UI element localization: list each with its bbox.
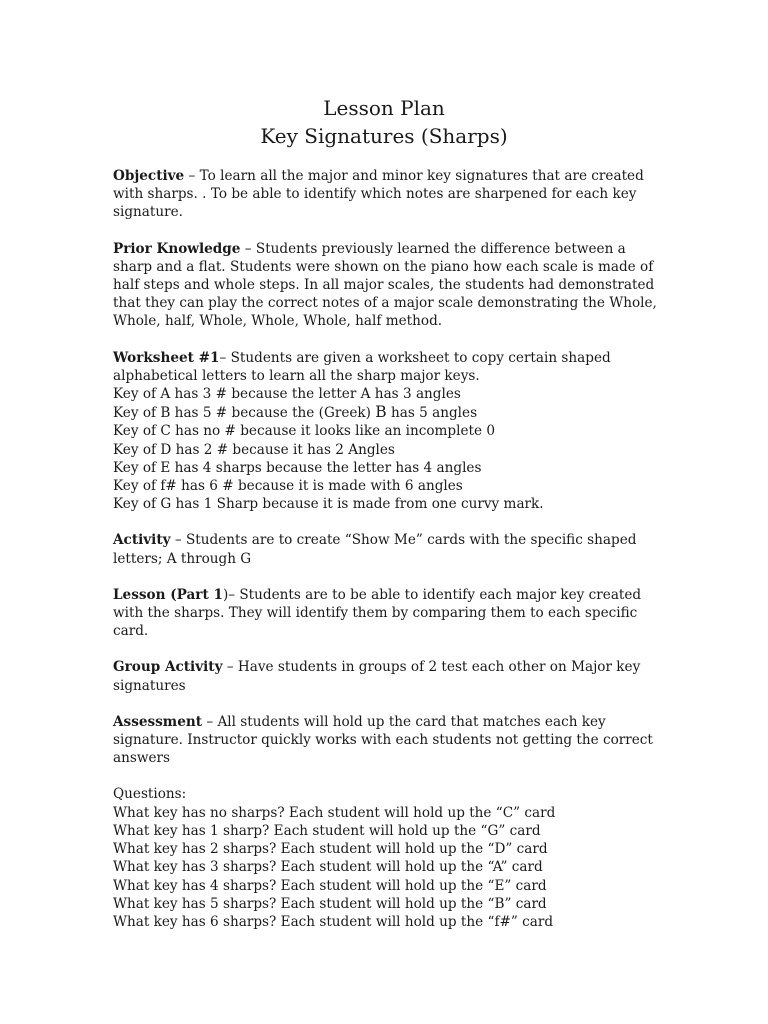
group-activity-label: Group Activity (113, 659, 223, 676)
document-title: Lesson Plan (323, 96, 445, 120)
group-activity-text: – Have students in groups of 2 test each other on Major key signatures (113, 659, 641, 694)
question-1-sharp: What key has 1 sharp? Each student will hold up the “G” card (113, 822, 541, 839)
key-f-line: Key of f# has 6 # because it is made with 6 angles (113, 478, 463, 495)
key-b-greek-letter: B (375, 403, 387, 422)
key-c-line: Key of C has no # because it looks like an incomplete 0 (113, 423, 496, 440)
worksheet-section (113, 349, 658, 514)
document-subtitle: Key Signatures (Sharps) (260, 124, 508, 148)
objective-label: Objective (113, 168, 185, 184)
activity-paragraph (113, 531, 658, 567)
assessment-label: Assessment (113, 713, 203, 730)
objective-text: – To learn all the major and minor key signatures that are created with sharps. . To be able to identify which notes are sharpened for each key signature. (113, 168, 644, 221)
objective-paragraph (113, 167, 658, 222)
worksheet-label: Worksheet #1 (113, 349, 220, 366)
activity-label: Activity (113, 532, 171, 549)
title-block (0, 94, 768, 150)
group-activity-paragraph (113, 658, 658, 694)
key-a-line: Key of A has 3 # because the letter A has 3 angles (113, 386, 461, 403)
assessment-text: – All students will hold up the card that matches each key signature. Instructor quickly works with each students not getting the correct answers (113, 713, 653, 767)
lesson-paragraph (113, 586, 658, 641)
key-b-line (113, 403, 658, 422)
worksheet-intro (113, 349, 658, 385)
questions-heading: Questions: (113, 786, 187, 803)
question-5-sharps: What key has 5 sharps? Each student will hold up the “B” card (113, 895, 547, 912)
lesson-text: )– Students are to be able to identify each major key created with the sharps. They will identify them by comparing them to each specific card. (113, 586, 642, 640)
question-3-sharps: What key has 3 sharps? Each student will hold up the “A” card (113, 859, 543, 876)
lesson-plan-page (113, 94, 658, 931)
question-no-sharps: What key has no sharps? Each student will hold up the “C” card (113, 804, 556, 821)
question-6-sharps: What key has 6 sharps? Each student will hold up the “f#” card (113, 913, 554, 930)
assessment-paragraph (113, 713, 658, 768)
lesson-label: Lesson (Part 1 (113, 586, 223, 603)
key-b-after: has 5 angles (386, 405, 478, 422)
prior-knowledge-text: – Students previously learned the difference between a sharp and a flat. Students were shown on the piano how each scale is made of half steps and whole steps. In all major scales, the students had demonstrated that they can play the correct notes of a major scale demonstrating the Whole, Whole, half, Whole, Whole, Whole, half method. (113, 240, 657, 330)
key-d-line: Key of D has 2 # because it has 2 Angles (113, 441, 395, 458)
key-e-line: Key of E has 4 sharps because the letter has 4 angles (113, 459, 482, 476)
prior-knowledge-paragraph (113, 240, 658, 331)
worksheet-text: – Students are given a worksheet to copy certain shaped alphabetical letters to learn all the sharp major keys. (113, 349, 611, 384)
key-g-line: Key of G has 1 Sharp because it is made from one curvy mark. (113, 496, 544, 513)
key-b-before: Key of B has 5 # because the (Greek) (113, 405, 376, 422)
prior-knowledge-label: Prior Knowledge (113, 240, 241, 257)
question-4-sharps: What key has 4 sharps? Each student will hold up the “E” card (113, 877, 547, 894)
questions-section (113, 785, 658, 931)
activity-text: – Students are to create “Show Me” cards with the specific shaped letters; A through G (113, 532, 637, 567)
question-2-sharps: What key has 2 sharps? Each student will hold up the “D” card (113, 841, 548, 858)
